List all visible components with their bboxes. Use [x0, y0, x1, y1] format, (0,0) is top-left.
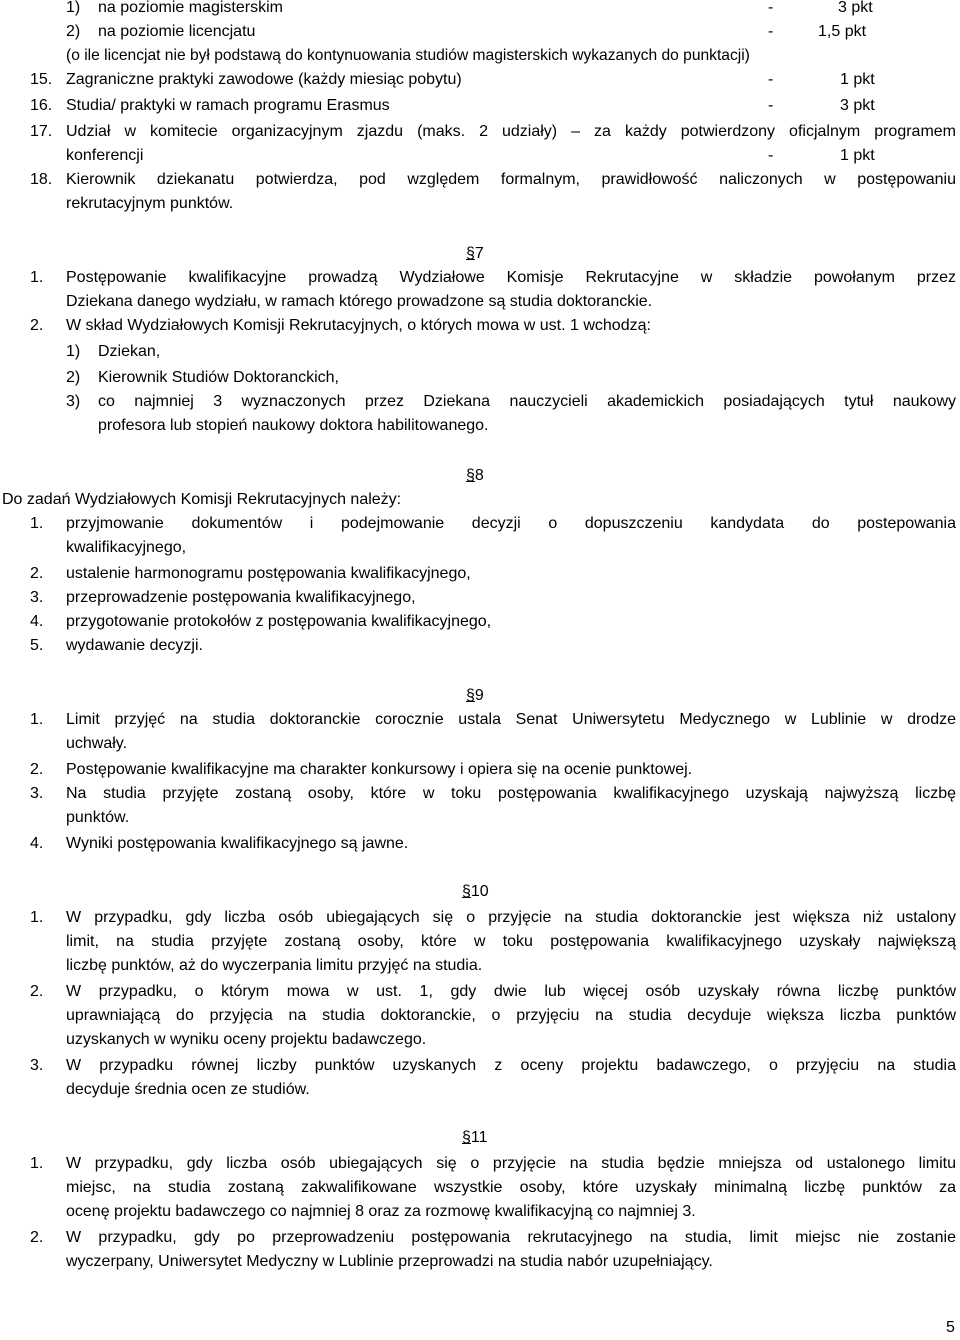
list-number: 1.	[30, 269, 44, 286]
paragraph-line: ocenę projektu badawczego co najmniej 8 oraz za rozmowę kwalifikacyjną co najmniej 3.	[66, 1203, 696, 1220]
paragraph-line: co najmniej 3 wyznaczonych przez Dziekana nauczycieli akademickich posiadających tytuł naukowy	[98, 393, 956, 410]
paragraph-line: uzyskanych w wyniku oceny projektu badawczego.	[66, 1031, 427, 1048]
list-number: 16.	[30, 97, 53, 114]
list-number: 1)	[66, 0, 81, 16]
list-number: 1.	[30, 1155, 44, 1172]
paragraph-line: W przypadku, gdy liczba osób ubiegających się o przyjęcie na studia doktoranckie jest większa niż ustalony	[66, 909, 956, 926]
list-number: 18.	[30, 171, 53, 188]
paragraph-line: Kierownik Studiów Doktoranckich,	[98, 369, 339, 386]
dash: -	[768, 97, 774, 114]
section-heading: §10	[462, 883, 489, 900]
section-heading: §9	[466, 687, 484, 704]
paragraph-line: W przypadku, gdy po przeprowadzeniu postępowania rekrutacyjnego na studia, limit miejsc nie zostanie	[66, 1229, 956, 1246]
list-number: 2.	[30, 565, 44, 582]
list-number: 15.	[30, 71, 53, 88]
list-text-cont: konferencji	[66, 147, 144, 164]
paragraph-line: Postępowanie kwalifikacyjne prowadzą Wydziałowe Komisje Rekrutacyjne w składzie powołanym przez	[66, 269, 956, 286]
list-number: 2)	[66, 369, 81, 386]
points: 3 pkt	[838, 0, 873, 16]
points: 1,5 pkt	[818, 23, 867, 40]
paragraph-line: uprawniającą do przyjęcia na studia doktoranckie, o przyjęciu na studia decyduje większa liczba punktów	[66, 1007, 956, 1024]
paragraph-line: profesora lub stopień naukowy doktora habilitowanego.	[98, 417, 489, 434]
list-text: na poziomie licencjatu	[98, 23, 256, 40]
list-number: 1.	[30, 711, 44, 728]
list-text: Udział w komitecie organizacyjnym zjazdu (maks. 2 udziały) – za każdy potwierdzony oficjalnym programem	[66, 123, 956, 140]
list-number: 2)	[66, 23, 81, 40]
paragraph-line: Na studia przyjęte zostaną osoby, które w toku postępowania kwalifikacyjnego uzyskają najwyższą liczbę	[66, 785, 956, 802]
list-number: 3.	[30, 785, 44, 802]
list-number: 1.	[30, 515, 44, 532]
section-intro: Do zadań Wydziałowych Komisji Rekrutacyjnych należy:	[2, 491, 402, 508]
list-text: Zagraniczne praktyki zawodowe (każdy miesiąc pobytu)	[66, 71, 462, 88]
list-text-cont: rekrutacyjnym punktów.	[66, 195, 234, 212]
list-number: 4.	[30, 613, 44, 630]
list-number: 2.	[30, 317, 44, 334]
section-heading: §8	[466, 467, 484, 484]
dash: -	[768, 147, 774, 164]
paragraph-line: W skład Wydziałowych Komisji Rekrutacyjnych, o których mowa w ust. 1 wchodzą:	[66, 317, 651, 334]
list-number: 3.	[30, 589, 44, 606]
section-heading: §7	[466, 245, 484, 262]
paragraph-line: Limit przyjęć na studia doktoranckie corocznie ustala Senat Uniwersytetu Medycznego w Lublinie w drodze	[66, 711, 956, 728]
paragraph-line: liczbę punktów, aż do wyczerpania limitu przyjęć na studia.	[66, 957, 483, 974]
paragraph-line: przeprowadzenie postępowania kwalifikacyjnego,	[66, 589, 416, 606]
paragraph-line: W przypadku, gdy liczba osób ubiegających się o przyjęcie na studia będzie mniejsza od ustalonego limitu	[66, 1155, 956, 1172]
page-number: 5	[946, 1319, 955, 1336]
list-number: 1.	[30, 909, 44, 926]
paragraph-line: miejsc, na studia zostaną zakwalifikowane wszystkie osoby, które uzyskały minimalną liczbę punktów za	[66, 1179, 956, 1196]
paragraph-line: W przypadku, o którym mowa w ust. 1, gdy dwie lub więcej osób uzyskały równa liczbę punktów	[66, 983, 956, 1000]
paragraph-line: punktów.	[66, 809, 130, 826]
list-number: 17.	[30, 123, 53, 140]
paragraph-line: Dziekana danego wydziału, w ramach którego prowadzone są studia doktoranckie.	[66, 293, 653, 310]
paragraph-line: W przypadku równej liczby punktów uzyskanych z oceny projektu badawczego, o przyjęciu na studia	[66, 1057, 956, 1074]
paragraph-line: wyczerpany, Uniwersytet Medyczny w Lublinie przeprowadzi na studia nabór uzupełniający.	[66, 1253, 713, 1270]
paragraph-line: Dziekan,	[98, 343, 161, 360]
paragraph-line: Postępowanie kwalifikacyjne ma charakter konkursowy i opiera się na ocenie punktowej.	[66, 761, 693, 778]
dash: -	[768, 71, 774, 88]
points: 1 pkt	[840, 71, 875, 88]
list-text: Studia/ praktyki w ramach programu Erasmus	[66, 97, 390, 114]
paragraph-line: kwalifikacyjnego,	[66, 539, 187, 556]
paragraph-line: ustalenie harmonogramu postępowania kwalifikacyjnego,	[66, 565, 471, 582]
paragraph-line: limit, na studia przyjęte zostaną osoby, które w toku postępowania kwalifikacyjnego uzyskały największą	[66, 933, 956, 950]
list-number: 5.	[30, 637, 44, 654]
points: 3 pkt	[840, 97, 875, 114]
list-number: 3)	[66, 393, 81, 410]
list-number: 3.	[30, 1057, 44, 1074]
section-heading: §11	[462, 1129, 488, 1146]
list-number: 4.	[30, 835, 44, 852]
note-licencjat: (o ile licencjat nie był podstawą do kontynuowania studiów magisterskich wykazanych do punktacji)	[66, 47, 750, 64]
paragraph-line: przyjmowanie dokumentów i podejmowanie decyzji o dopuszczeniu kandydata do postepowania	[66, 515, 956, 532]
list-number: 2.	[30, 983, 44, 1000]
paragraph-line: decyduje średnia ocen ze studiów.	[66, 1081, 310, 1098]
list-number: 2.	[30, 761, 44, 778]
paragraph-line: wydawanie decyzji.	[66, 637, 203, 654]
list-text: Kierownik dziekanatu potwierdza, pod względem formalnym, prawidłowość naliczonych w postępowaniu	[66, 171, 956, 188]
points: 1 pkt	[840, 147, 875, 164]
list-number: 2.	[30, 1229, 44, 1246]
dash: -	[768, 0, 774, 16]
paragraph-line: przygotowanie protokołów z postępowania kwalifikacyjnego,	[66, 613, 492, 630]
paragraph-line: Wyniki postępowania kwalifikacyjnego są jawne.	[66, 835, 409, 852]
dash: -	[768, 23, 774, 40]
paragraph-line: uchwały.	[66, 735, 128, 752]
list-text: na poziomie magisterskim	[98, 0, 283, 16]
list-number: 1)	[66, 343, 81, 360]
